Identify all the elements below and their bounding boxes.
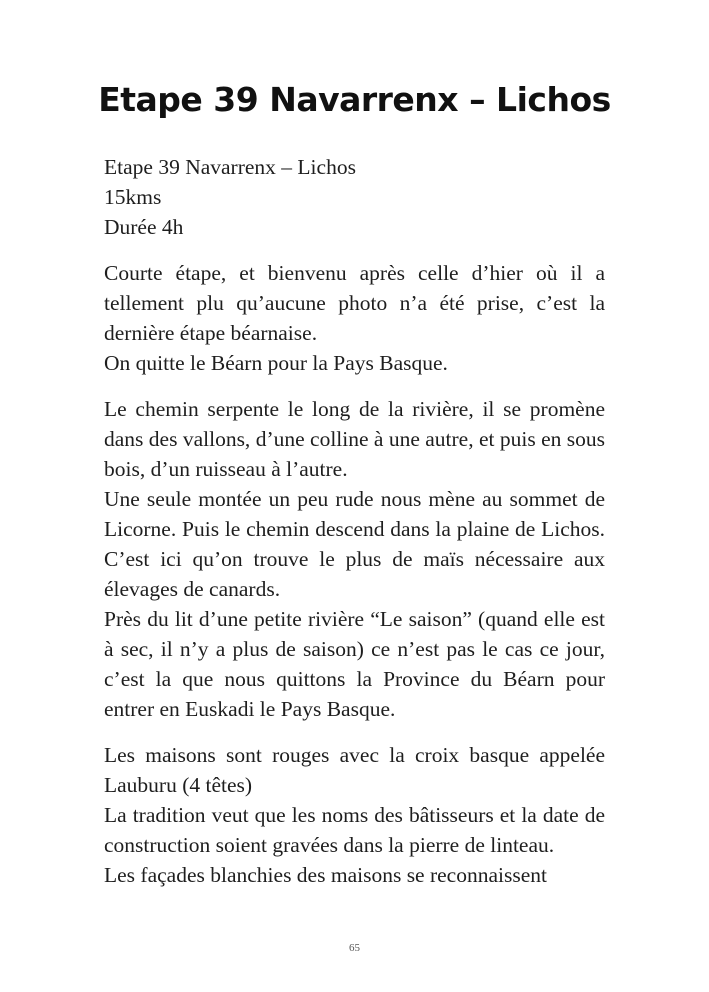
paragraph-line: Courte étape, et bienvenu après celle d’hier où il a tellement plu qu’aucune photo n’a été prise, c’est la dernière étape béarnaise. xyxy=(104,261,605,345)
body-text xyxy=(104,152,605,890)
paragraph-line: Les maisons sont rouges avec la croix basque appelée Lauburu (4 têtes) xyxy=(104,743,605,797)
paragraph-line: La tradition veut que les noms des bâtisseurs et la date de construction soient gravées dans la pierre de linteau. xyxy=(104,803,605,857)
paragraph xyxy=(104,394,605,724)
paragraph-line: Les façades blanchies des maisons se reconnaissent xyxy=(104,863,547,887)
paragraph-line: Une seule montée un peu rude nous mène au sommet de Licorne. Puis le chemin descend dans la plaine de Lichos. C’est ici qu’on trouve le plus de maïs nécessaire aux élevages de canards. xyxy=(104,487,605,601)
paragraph xyxy=(104,740,605,890)
page-number: 65 xyxy=(349,942,360,954)
stage-name: Etape 39 Navarrenx – Lichos xyxy=(104,155,356,179)
stage-header xyxy=(104,152,605,242)
paragraph xyxy=(104,258,605,378)
stage-distance: 15kms xyxy=(104,185,162,209)
paragraph-line: On quitte le Béarn pour la Pays Basque. xyxy=(104,351,448,375)
paragraph-line: Le chemin serpente le long de la rivière, il se promène dans des vallons, d’une colline à une autre, et puis en sous bois, d’un ruisseau à l’autre. xyxy=(104,397,605,481)
paragraph-line: Près du lit d’une petite rivière “Le saison” (quand elle est à sec, il n’y a plus de saison) ce n’est pas le cas ce jour, c’est la que nous quittons la Province du Béarn pour entrer en Euskadi le Pays Basque. xyxy=(104,607,605,721)
page-title: Etape 39 Navarrenx – Lichos xyxy=(98,80,611,119)
stage-duration: Durée 4h xyxy=(104,215,184,239)
